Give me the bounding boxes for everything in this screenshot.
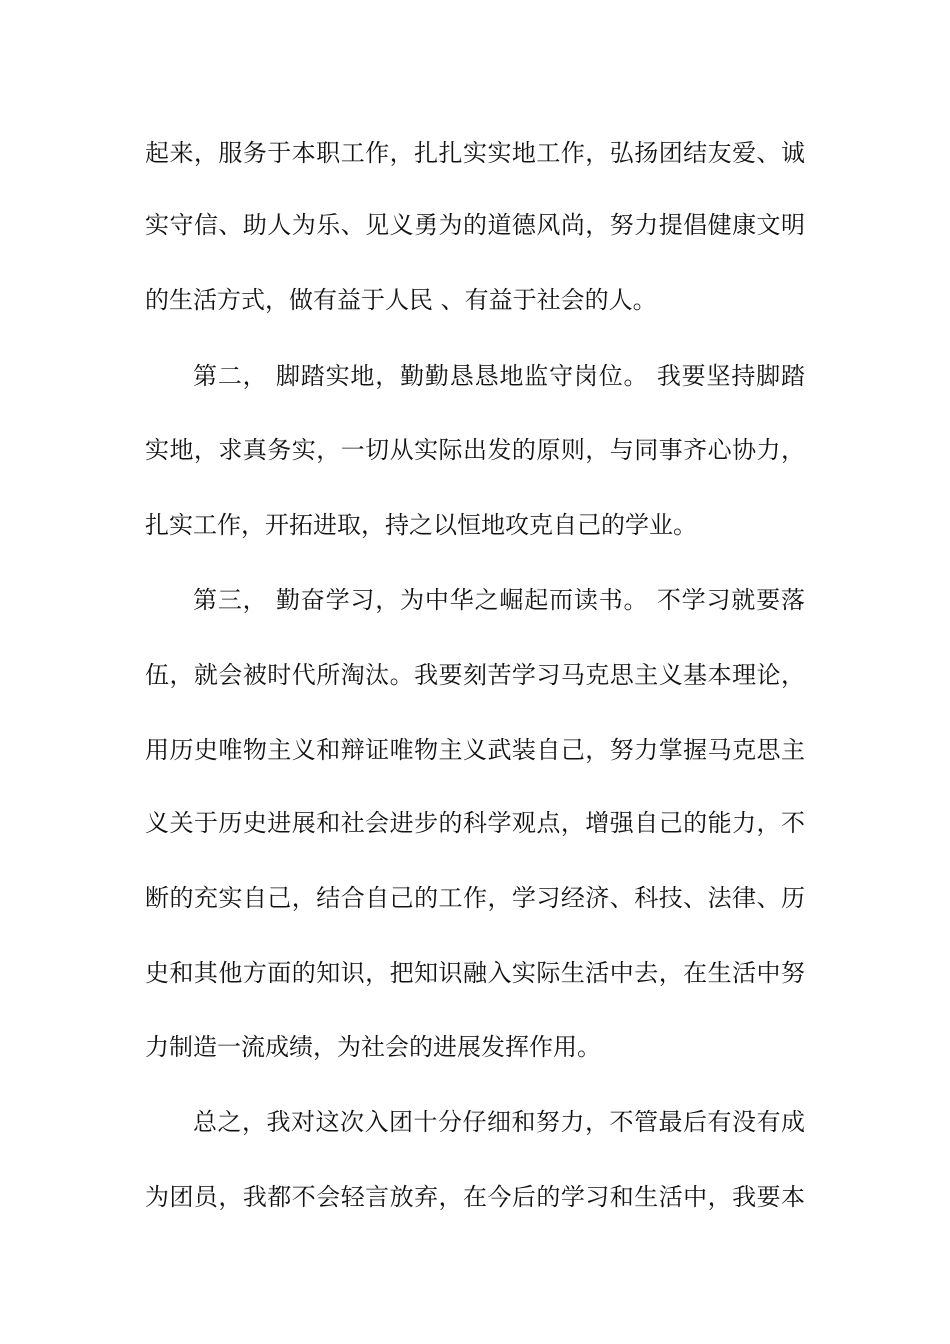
text-line: 实守信、助人为乐、见义勇为的道德风尚，努力提倡健康文明 (145, 211, 805, 239)
text-line: 扎实工作，开拓进取，持之以恒地攻克自己的学业。 (145, 511, 697, 539)
text-line: 史和其他方面的知识，把知识融入实际生活中去，在生活中努 (145, 959, 805, 987)
paragraph-start-line: 总之，我对这次入团十分仔细和努力，不管最后有没有成 (193, 1108, 805, 1136)
text-line: 实地，求真务实，一切从实际出发的原则，与同事齐心协力， (145, 436, 805, 464)
paragraph-start-line: 第二， 脚踏实地，勤勤恳恳地监守岗位。 我要坚持脚踏 (193, 362, 805, 390)
text-line: 义关于历史进展和社会进步的科学观点，增强自己的能力，不 (145, 809, 805, 837)
text-line: 用历史唯物主义和辩证唯物主义武装自己，努力掌握马克思主 (145, 736, 805, 764)
text-line: 力制造一流成绩，为社会的进展发挥作用。 (145, 1033, 601, 1061)
paragraph-start-line: 第三， 勤奋学习，为中华之崛起而读书。 不学习就要落 (193, 586, 805, 614)
text-line: 伍，就会被时代所淘汰。我要刻苦学习马克思主义基本理论， (145, 661, 805, 689)
text-line: 的生活方式，做有益于人民 、有益于社会的人。 (145, 286, 657, 314)
text-line: 断的充实自己，结合自己的工作，学习经济、科技、法律、历 (145, 884, 805, 912)
text-line: 为团员，我都不会轻言放弃，在今后的学习和生活中，我要本 (145, 1183, 805, 1211)
text-line: 起来，服务于本职工作，扎扎实实地工作，弘扬团结友爱、诚 (145, 139, 805, 167)
